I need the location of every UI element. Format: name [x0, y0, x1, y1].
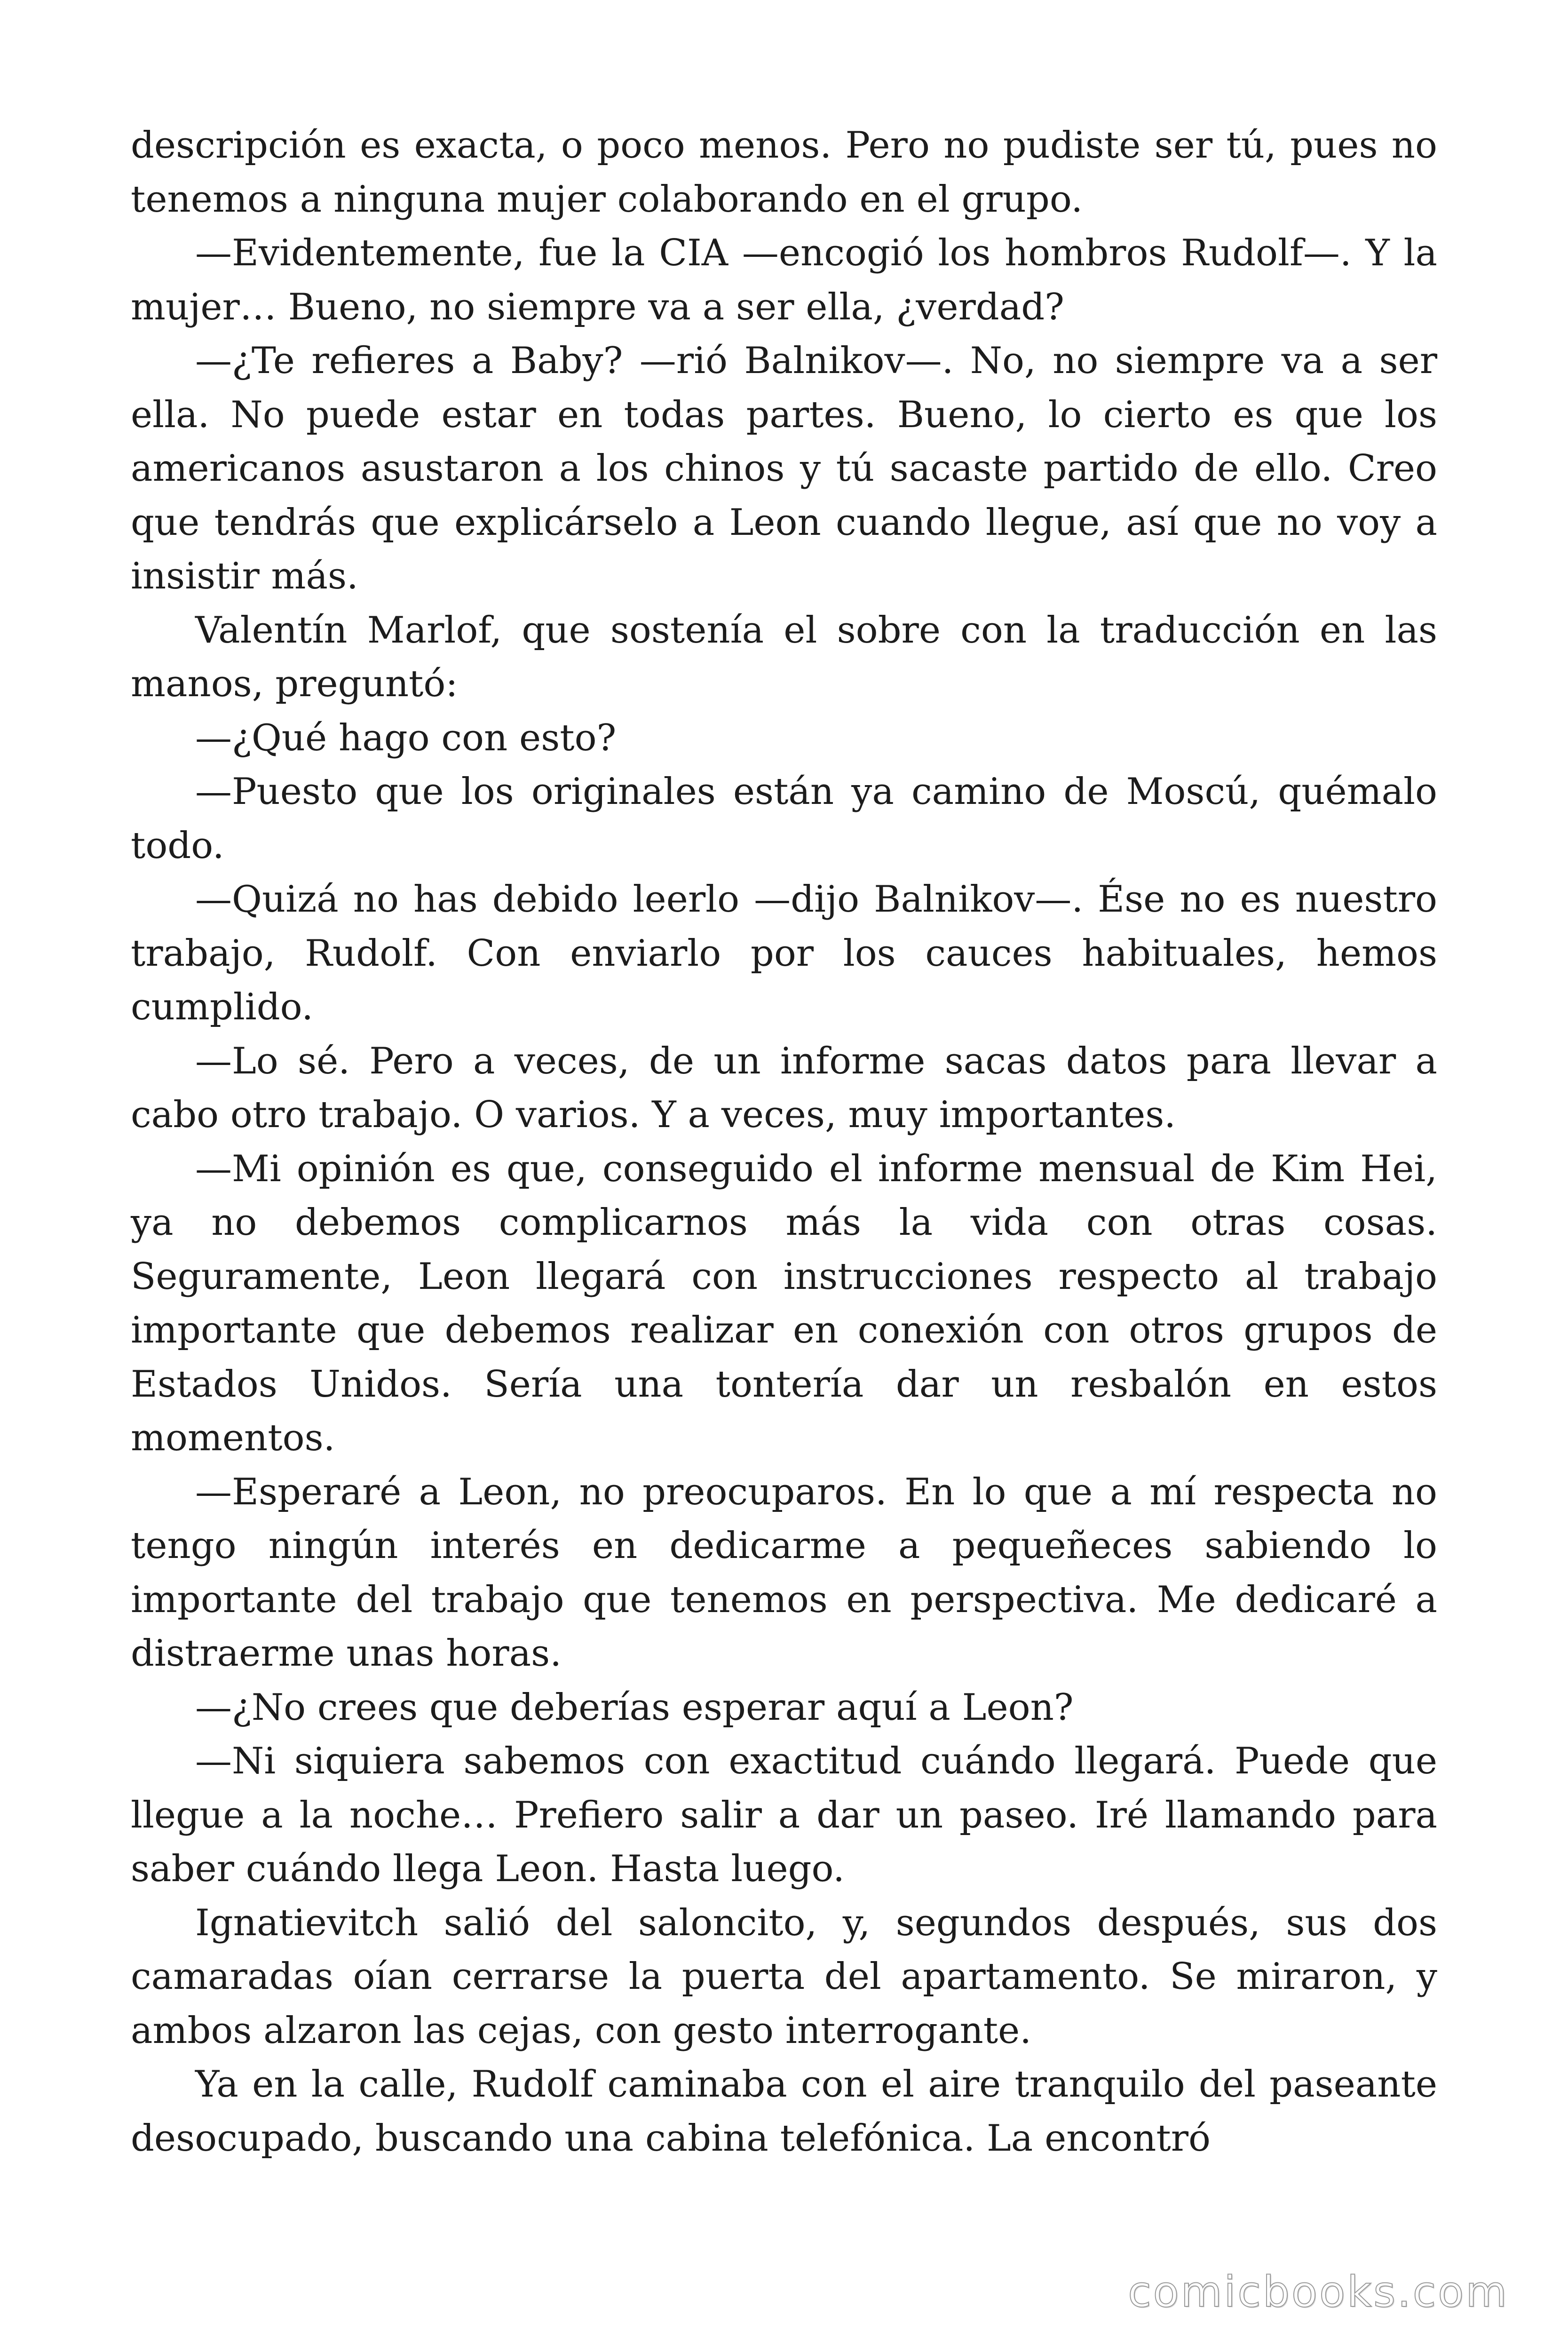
paragraph: —Quizá no has debido leerlo —dijo Balnikov—. Ése no es nuestro trabajo, Rudolf. Con enviarlo por los cauces habituales, hemos cumplido.	[131, 878, 1437, 1028]
paragraph: —Esperaré a Leon, no preocuparos. En lo que a mí respecta no tengo ningún interés en dedicarme a pequeñeces sabiendo lo importante del trabajo que tenemos en perspectiva. Me dedicaré a distraerme unas horas.	[131, 1470, 1437, 1675]
paragraph: —Mi opinión es que, conseguido el informe mensual de Kim Hei, ya no debemos complicarnos más la vida con otras cosas. Seguramente, Leon llegará con instrucciones respecto al trabajo importante que debemos realizar en conexión con otros grupos de Estados Unidos. Sería una tontería dar un resbalón en estos momentos.	[131, 1147, 1437, 1459]
paragraph: Ignatievitch salió del saloncito, y, segundos después, sus dos camaradas oían cerrarse la puerta del apartamento. Se miraron, y ambos alzaron las cejas, con gesto interrogante.	[131, 1901, 1437, 2052]
paragraph: —Evidentemente, fue la CIA —encogió los hombros Rudolf—. Y la mujer… Bueno, no siempre va a ser ella, ¿verdad?	[131, 232, 1437, 328]
paragraph: —¿Qué hago con esto?	[195, 716, 617, 759]
paragraph: descripción es exacta, o poco menos. Pero no pudiste ser tú, pues no tenemos a ninguna mujer colaborando en el grupo.	[131, 124, 1437, 221]
paragraph: —Lo sé. Pero a veces, de un informe sacas datos para llevar a cabo otro trabajo. O varios. Y a veces, muy importantes.	[131, 1040, 1437, 1136]
paragraph: —Ni siquiera sabemos con exactitud cuándo llegará. Puede que llegue a la noche… Prefiero salir a dar un paseo. Iré llamando para saber cuándo llega Leon. Hasta luego.	[131, 1740, 1437, 1890]
paragraph: Valentín Marlof, que sostenía el sobre con la traducción en las manos, preguntó:	[131, 609, 1437, 705]
paragraph: —¿Te refieres a Baby? —rió Balnikov—. No, no siempre va a ser ella. No puede estar en todas partes. Bueno, lo cierto es que los americanos asustaron a los chinos y tú sacaste partido de ello. Creo que tendrás que explicárselo a Leon cuando llegue, así que no voy a insistir más.	[131, 340, 1437, 597]
paragraph: —Puesto que los originales están ya camino de Moscú, quémalo todo.	[131, 771, 1437, 867]
body-text	[131, 119, 1437, 2165]
paragraph: —¿No crees que deberías esperar aquí a Leon?	[195, 1686, 1074, 1729]
watermark: comicbooks.com	[1128, 2267, 1509, 2317]
paragraph: Ya en la calle, Rudolf caminaba con el aire tranquilo del paseante desocupado, buscando una cabina telefónica. La encontró	[131, 2063, 1437, 2160]
